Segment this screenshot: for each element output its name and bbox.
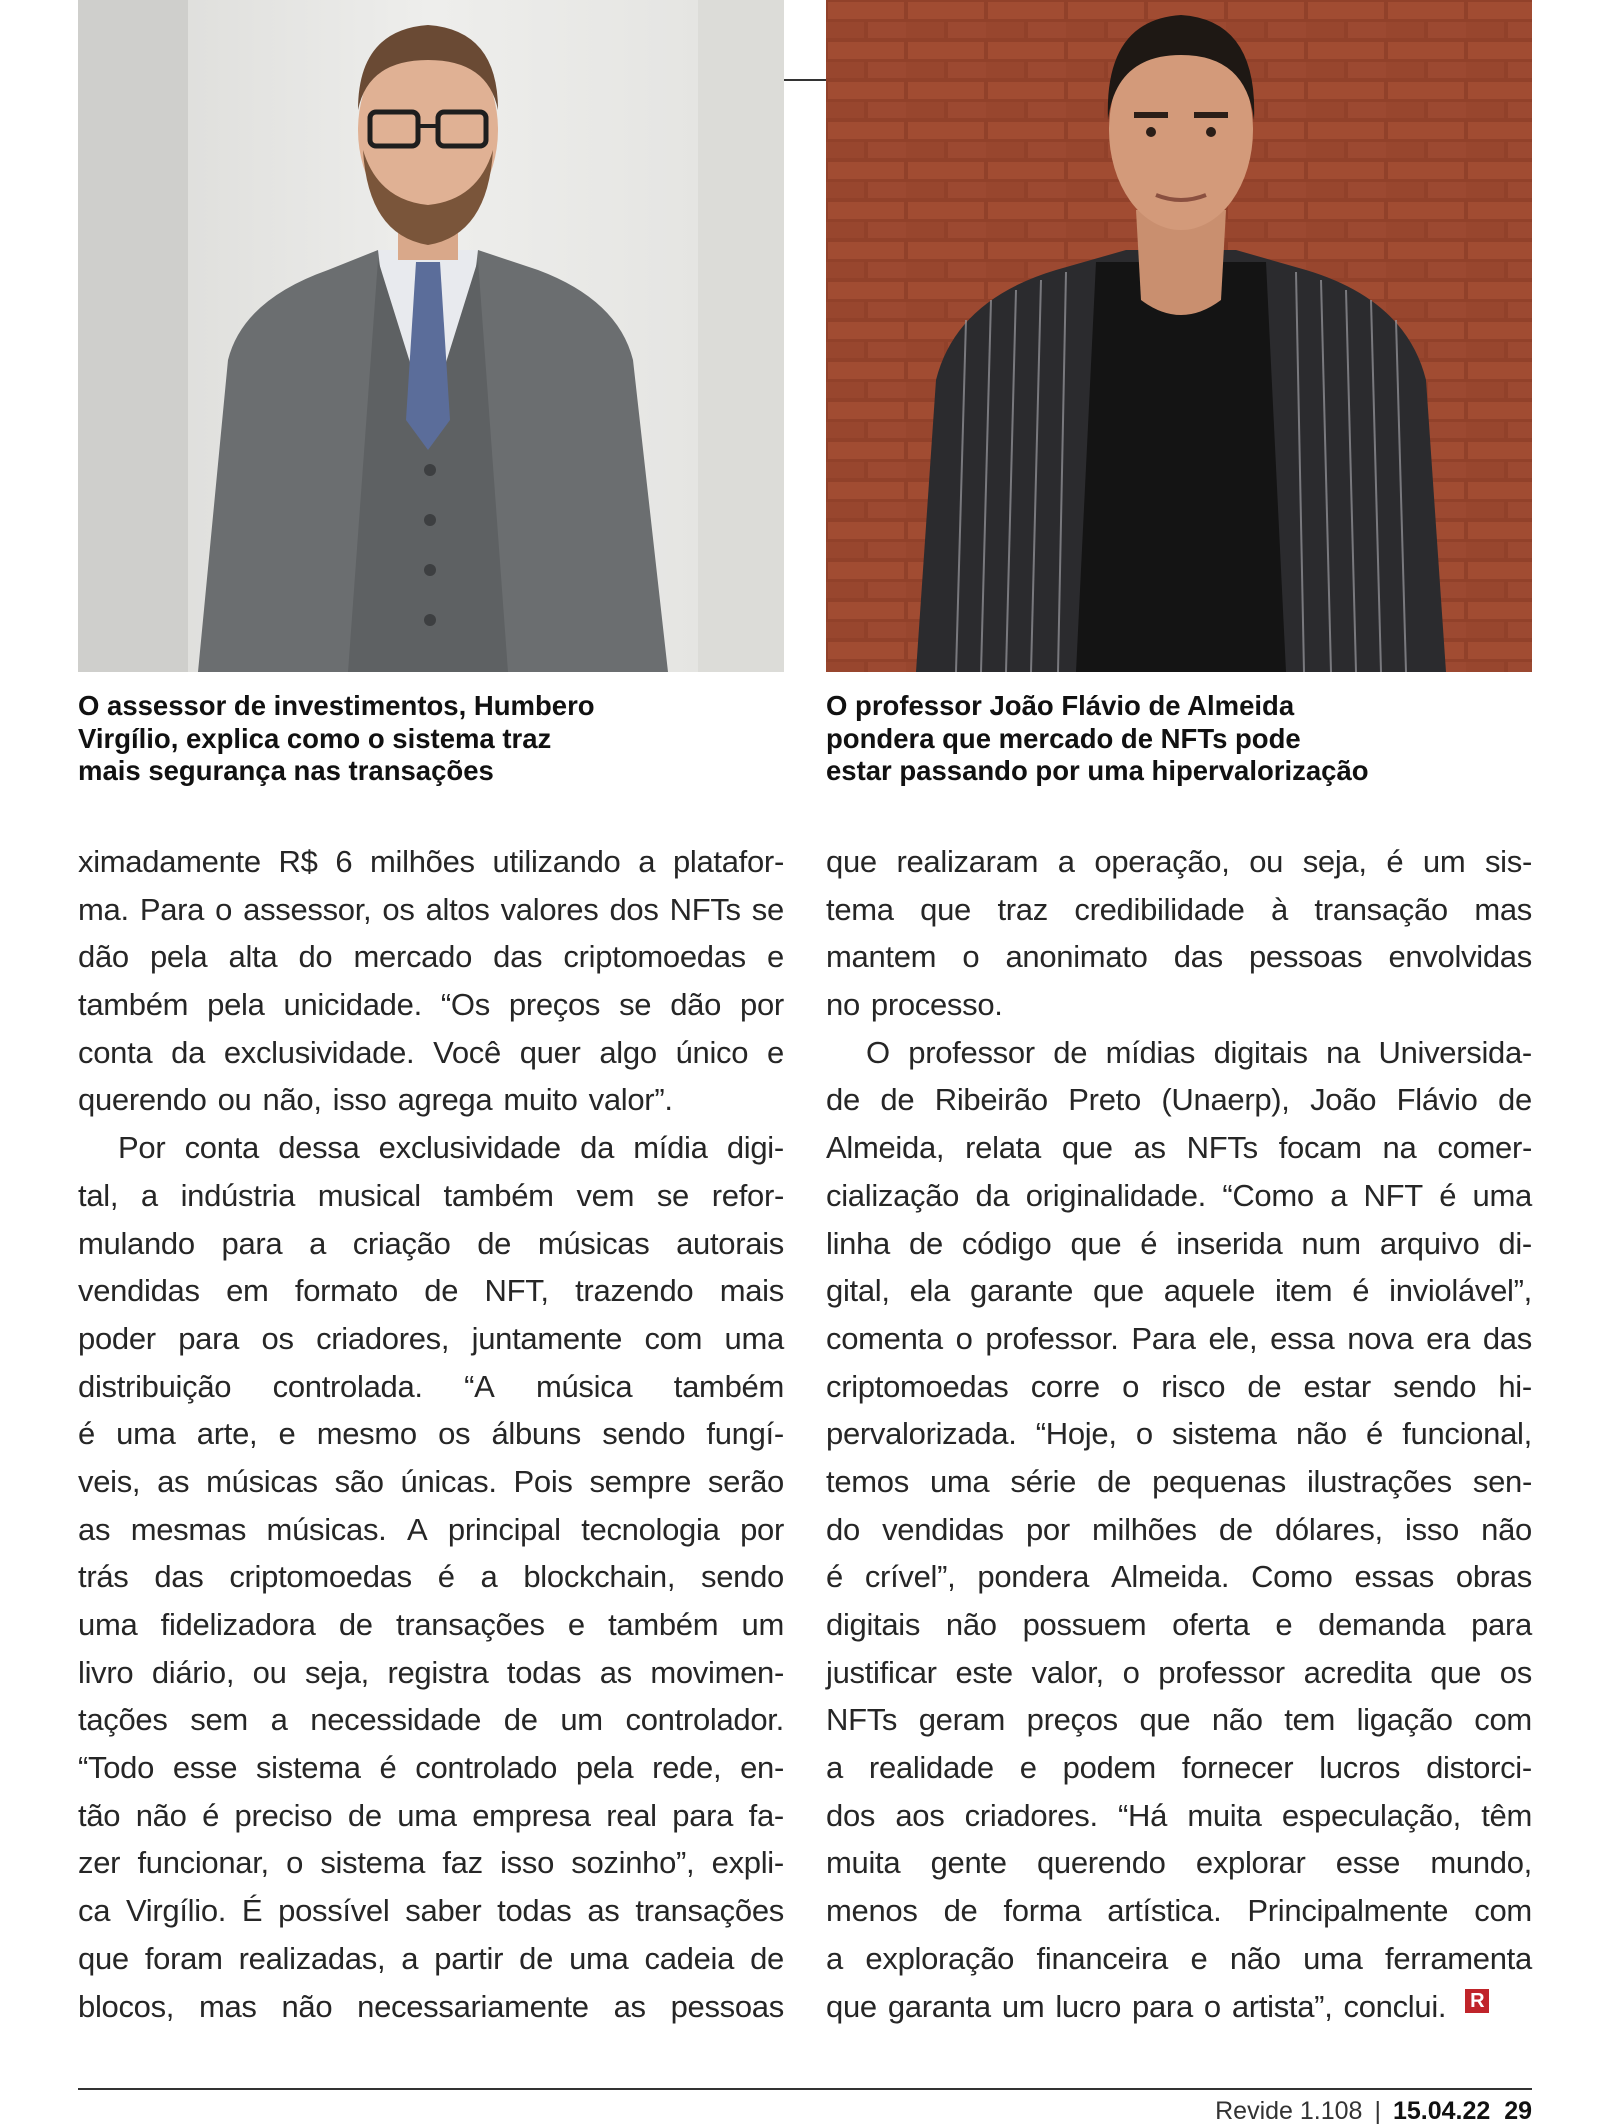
text-line: ximadamente R$ 6 milhões utilizando a platafor- (78, 844, 784, 879)
text-line: que foram realizadas, a partir de uma cadeia de (78, 1940, 784, 1976)
text-line: as mesmas músicas. A principal tecnologia por (78, 1511, 784, 1547)
text-line: de de Ribeirão Preto (Unaerp), João Flávio de (826, 1082, 1532, 1118)
photo-joao-flavio-de-almeida (826, 0, 1532, 672)
text-line: livro diário, ou seja, registra todas as movimen- (78, 1654, 784, 1690)
text-line: muita gente querendo explorar esse mundo, (826, 1845, 1532, 1881)
caption-line: estar passando por uma hipervalorização (826, 755, 1369, 786)
issue-date: 15.04.22 (1392, 2097, 1491, 2125)
article-column-right (826, 838, 1532, 2030)
text-line: no processo. (826, 987, 1003, 1023)
text-line: do vendidas por milhões de dólares, isso não (826, 1511, 1532, 1547)
text-line: tão não é preciso de uma empresa real para fa- (78, 1797, 784, 1833)
text-line: também pela unicidade. “Os preços se dão por (78, 987, 784, 1023)
text-line: tal, a indústria musical também vem se refor- (78, 1177, 784, 1213)
text-line: digitais não possuem oferta e demanda para (826, 1607, 1532, 1642)
text-line: cialização da originalidade. “Como a NFT é uma (826, 1177, 1532, 1213)
article-column-left (78, 838, 784, 2030)
text-line: NFTs geram preços que não tem ligação com (826, 1702, 1532, 1738)
text-line: O professor de mídias digitais na Universida- (866, 1034, 1532, 1070)
photo-caption-left (78, 690, 784, 788)
text-line: conta da exclusividade. Você quer algo único e (78, 1034, 784, 1070)
photo-humbero-virgilio (78, 0, 784, 672)
text-line: que garanta um lucro para o artista”, conclui. R (826, 1983, 1532, 2031)
text-line: comenta o professor. Para ele, essa nova era das (826, 1320, 1532, 1356)
text-line: mulando para a criação de músicas autorais (78, 1225, 784, 1261)
text-line: tações sem a necessidade de um controlador. (78, 1702, 784, 1738)
page-footer (1215, 2097, 1532, 2126)
text-line: gital, ela garante que aquele item é inviolável”, (826, 1273, 1532, 1309)
text-line: menos de forma artística. Principalmente com (826, 1893, 1532, 1929)
text-line: a exploração financeira e não uma ferramenta (826, 1940, 1532, 1976)
text-line: pervalorizada. “Hoje, o sistema não é funcional, (826, 1416, 1532, 1452)
caption-line: Virgílio, explica como o sistema traz (78, 722, 552, 754)
text-line: dos aos criadores. “Há muita especulação, têm (826, 1797, 1532, 1833)
photo-caption-right (826, 690, 1532, 788)
caption-line: mais segurança nas transações (78, 755, 494, 786)
text-line: Por conta dessa exclusividade da mídia digi- (118, 1130, 784, 1166)
text-line: ca Virgílio. É possível saber todas as transações (78, 1893, 784, 1929)
text-line: é uma arte, e mesmo os álbuns sendo fungí- (78, 1416, 784, 1452)
text-line: “Todo esse sistema é controlado pela rede, en- (78, 1750, 784, 1786)
text-line: trás das criptomoedas é a blockchain, sendo (78, 1559, 784, 1595)
text-line: blocos, mas não necessariamente as pessoas (78, 1988, 784, 2024)
page-number: 29 (1504, 2097, 1532, 2125)
caption-line: O assessor de investimentos, Humbero (78, 690, 595, 721)
text-line: veis, as músicas são únicas. Pois sempre serão (78, 1463, 784, 1499)
text-line: que realizaram a operação, ou seja, é um sis- (826, 844, 1532, 879)
text-line: uma fidelizadora de transações e também um (78, 1607, 784, 1642)
text-line: a realidade e podem fornecer lucros distorci- (826, 1750, 1532, 1786)
text-line: tema que traz credibilidade à transação mas (826, 891, 1532, 927)
caption-line: O professor João Flávio de Almeida (826, 690, 1295, 721)
divider-tick (784, 79, 826, 81)
text-line: temos uma série de pequenas ilustrações sen- (826, 1463, 1532, 1499)
text-line: zer funcionar, o sistema faz isso sozinho”, expli- (78, 1845, 784, 1881)
text-line: mantem o anonimato das pessoas envolvidas (826, 939, 1532, 975)
text-line: dão pela alta do mercado das criptomoedas e (78, 939, 784, 975)
magazine-issue: Revide 1.108 (1215, 2097, 1363, 2125)
text-line: justificar este valor, o professor acredita que os (826, 1654, 1532, 1690)
text-line: Almeida, relata que as NFTs focam na comer- (826, 1130, 1532, 1166)
text-line: querendo ou não, isso agrega muito valor”. (78, 1082, 673, 1118)
end-mark-icon: R (1465, 1989, 1489, 2013)
footer-separator: | (1374, 2097, 1381, 2125)
text-line: criptomoedas corre o risco de estar sendo hi- (826, 1368, 1532, 1404)
text-line: poder para os criadores, juntamente com uma (78, 1320, 784, 1356)
text-line: distribuição controlada. “A música também (78, 1368, 784, 1404)
text-line: vendidas em formato de NFT, trazendo mais (78, 1273, 784, 1309)
text-line: é crível”, pondera Almeida. Como essas obras (826, 1559, 1532, 1595)
caption-line: pondera que mercado de NFTs pode (826, 722, 1301, 754)
text-line: linha de código que é inserida num arquivo di- (826, 1225, 1532, 1261)
footer-rule (78, 2088, 1532, 2090)
text-line: ma. Para o assessor, os altos valores dos NFTs se (78, 891, 784, 927)
